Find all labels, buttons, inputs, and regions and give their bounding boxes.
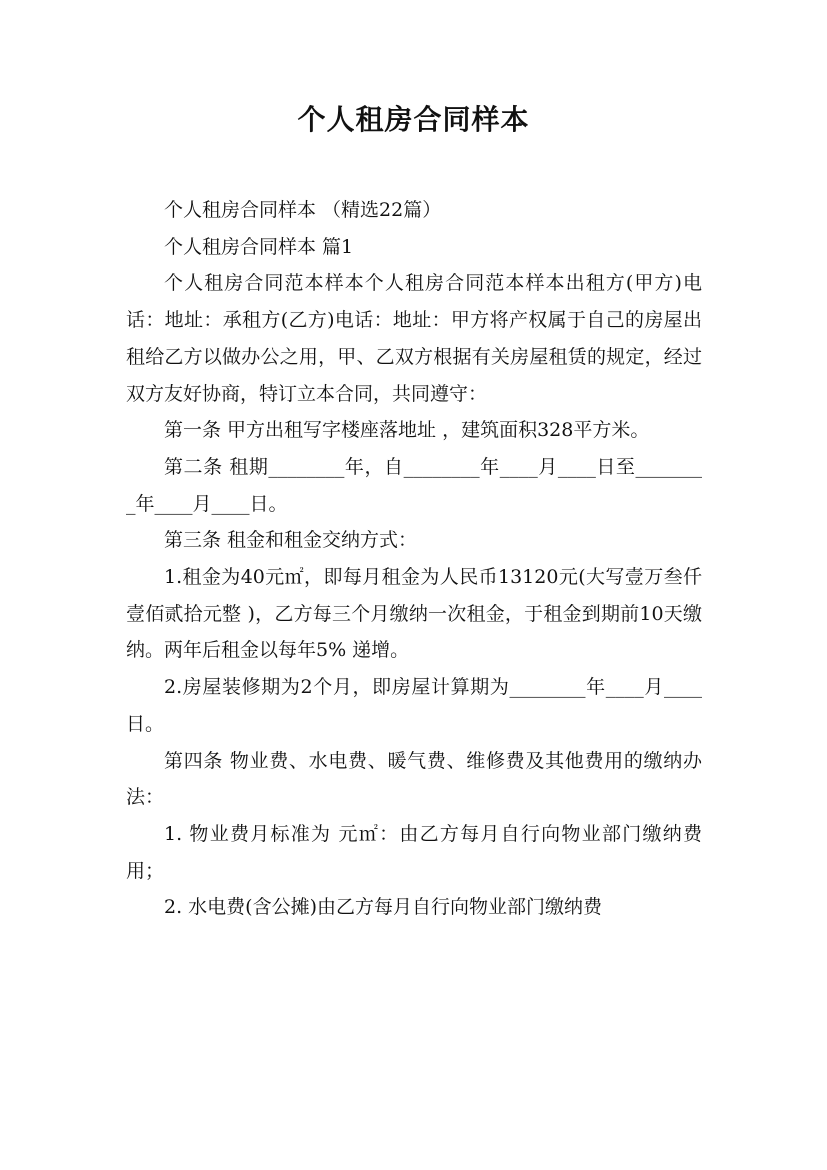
paragraph-subtitle: 个人租房合同样本 （精选22篇）	[164, 199, 442, 221]
paragraph-section-heading: 个人租房合同样本 篇1	[164, 235, 354, 258]
document-title: 个人租房合同样本	[297, 103, 530, 136]
paragraph-article-4-item-1: 1. 物业费月标准为 元㎡：由乙方每月自行向物业部门缴纳费用；	[126, 822, 702, 882]
paragraph-article-2: 第二条 租期________年，自________年____月____日至________年____月____日。	[126, 455, 702, 515]
paragraph-article-1: 第一条 甲方出租写字楼座落地址 ，建筑面积328平方米。	[164, 419, 650, 442]
paragraph-article-3-item-1: 1.租金为40元㎡，即每月租金为人民币13120元(大写壹万叁仟壹佰贰拾元整 )，乙方每三个月缴纳一次租金，于租金到期前10天缴纳。两年后租金以每年5% 递增。	[126, 566, 702, 662]
paragraph-article-4: 第四条 物业费、水电费、暖气费、维修费及其他费用的缴纳办法：	[126, 749, 702, 809]
paragraph-preamble: 个人租房合同范本样本个人租房合同范本样本出租方(甲方)电话：地址：承租方(乙方)电话：地址：甲方将产权属于自己的房屋出租给乙方以做办公之用，甲、乙双方根据有关房屋租赁的规定，经过双方友好协商，特订立本合同，共同遵守：	[126, 272, 702, 405]
paragraph-article-4-item-2: 2. 水电费(含公摊)由乙方每月自行向物业部门缴纳费	[164, 896, 602, 919]
paragraph-article-3-item-2: 2.房屋装修期为2个月，即房屋计算期为________年____月____日。	[126, 676, 702, 735]
document-body	[126, 192, 702, 926]
paragraph-article-3: 第三条 租金和租金交纳方式：	[164, 529, 418, 552]
